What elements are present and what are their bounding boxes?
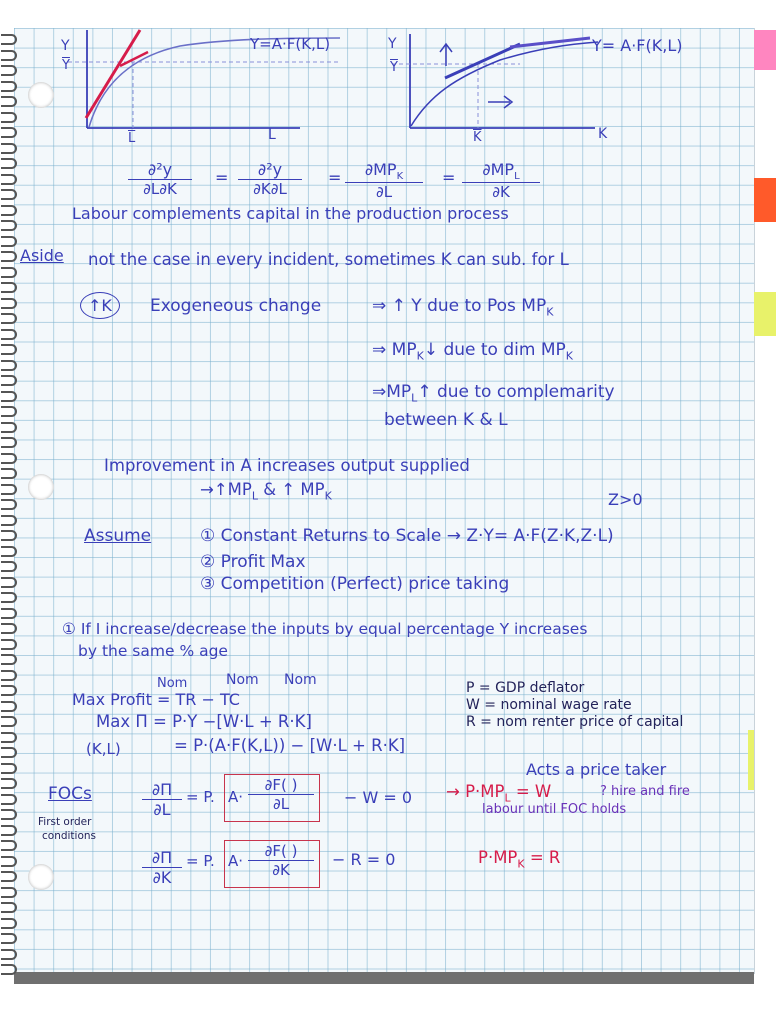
- result-sub: K: [416, 349, 424, 363]
- impr-sub: K: [324, 489, 332, 503]
- impr-text: →↑MP: [200, 480, 252, 499]
- equals-sign: =: [215, 168, 229, 187]
- cross-partial-4: [462, 160, 540, 201]
- frac-denominator: ∂L∂K: [143, 180, 177, 198]
- exogenous-circle: ↑K: [80, 292, 120, 319]
- frac-denominator: ∂K∂L: [253, 180, 287, 198]
- frac-num-text: ∂MP: [364, 160, 397, 179]
- equals-sign: =: [328, 168, 342, 187]
- result-text: ⇒ MP: [372, 340, 417, 360]
- max-profit-line: Max Profit = TR − TC: [72, 690, 240, 709]
- def-w: W = nominal wage rate: [466, 697, 632, 713]
- def-p: P = GDP deflator: [466, 680, 585, 696]
- frac-num-text: ∂MP: [482, 160, 515, 179]
- foc1-rhs: − W = 0: [344, 788, 413, 807]
- right-graph-kbar-label: $\overline{K}$: [473, 130, 482, 145]
- result-sub: L: [504, 791, 511, 805]
- foc1-lhs: [142, 780, 182, 819]
- focs-label: FOCs: [48, 784, 92, 804]
- right-graph-ybar-label: $\overline{Y}$: [390, 60, 398, 75]
- exogenous-result-1: [372, 296, 553, 318]
- z-note: Z>0: [608, 490, 643, 509]
- nom-label-3: Nom: [284, 672, 317, 688]
- frac-numerator: ∂F( ): [248, 842, 314, 861]
- cross-partial-3: [345, 160, 423, 201]
- result-text: ⇒ ↑ Y due to Pos MP: [372, 296, 547, 316]
- result-text: → P·MP: [446, 782, 505, 801]
- impr-mid: & ↑ MP: [257, 480, 325, 499]
- result-sub: L: [411, 391, 418, 405]
- frac-denominator: ∂K: [272, 861, 290, 879]
- right-graph-y-label: Y: [388, 36, 397, 52]
- exogenous-result-3: [372, 382, 615, 404]
- foc1-mid: = P.: [186, 788, 215, 806]
- foc1-note-2: labour until FOC holds: [482, 802, 627, 817]
- foc2-box-frac: [248, 842, 314, 879]
- assume-item-3: ③ Competition (Perfect) price taking: [200, 574, 510, 594]
- frac-numerator: ∂Π: [142, 780, 182, 800]
- cross-partial-2: [238, 160, 302, 198]
- result-rest: ↓ due to dim MP: [423, 340, 566, 360]
- result-rest: ↑ due to complemarity: [417, 382, 615, 402]
- foc1-note-1: ? hire and fire: [600, 784, 690, 799]
- exogenous-result-3-cont: between K & L: [384, 410, 508, 430]
- left-graph-y-label: Y: [61, 38, 70, 54]
- foc2-result: [478, 848, 560, 870]
- frac-denominator: ∂L: [153, 800, 171, 819]
- left-graph-x-label: L: [268, 127, 276, 143]
- foc2-lhs: [142, 848, 182, 887]
- left-graph-ybar-label: $\overline{Y}$: [62, 58, 70, 73]
- foc2-rhs: − R = 0: [332, 850, 396, 869]
- cross-partial-1: [128, 160, 192, 198]
- focs-note-2: conditions: [42, 830, 97, 842]
- focs-note-1: First order: [38, 816, 92, 828]
- right-graph-x-label: K: [598, 126, 608, 142]
- equals-sign: =: [442, 168, 456, 187]
- result-rhs: = W: [510, 782, 552, 801]
- frac-numerator: ∂F( ): [248, 776, 314, 795]
- foc1-box-prefix: A·: [228, 788, 244, 806]
- def-r: R = nom renter price of capital: [466, 714, 684, 730]
- frac-numerator: ∂Π: [142, 848, 182, 868]
- nom-label-1: Nom: [157, 676, 188, 691]
- result-rhs: = R: [524, 848, 561, 867]
- complement-statement: Labour complements capital in the production process: [72, 204, 509, 223]
- foc1-result: [446, 782, 551, 804]
- frac-numerator: ∂²y: [238, 160, 302, 180]
- frac-denominator: ∂L: [272, 795, 290, 813]
- frac-numerator: [462, 160, 540, 183]
- max-pi-args: (K,L): [86, 740, 121, 758]
- foc2-box-prefix: A·: [228, 852, 244, 870]
- frac-denominator: ∂L: [375, 183, 393, 202]
- assume-label: Assume: [84, 526, 152, 546]
- frac-num-sub: K: [396, 171, 404, 183]
- left-graph-curve-label: Y=A·F(K,L): [250, 35, 331, 53]
- frac-numerator: ∂²y: [128, 160, 192, 180]
- crs-note-line-2: by the same % age: [78, 642, 228, 660]
- frac-denominator: ∂K: [152, 868, 172, 887]
- aside-label: Aside: [20, 246, 64, 265]
- foc2-mid: = P.: [186, 852, 215, 870]
- frac-num-sub: L: [514, 171, 520, 183]
- left-graph-lbar-label: $\overline{L}$: [128, 131, 136, 146]
- frac-numerator: [345, 160, 423, 183]
- right-graph-curve-label: Y= A·F(K,L): [592, 36, 683, 55]
- result-text: ⇒MP: [372, 382, 412, 402]
- max-pi-expansion: = P·(A·F(K,L)) − [W·L + R·K]: [174, 736, 406, 755]
- max-pi-line: Max Π = P·Y −[W·L + R·K]: [96, 712, 312, 731]
- result-sub: K: [565, 349, 573, 363]
- improvement-line-2: [200, 480, 332, 502]
- nom-label-2: Nom: [226, 672, 259, 688]
- result-sub: K: [546, 305, 554, 319]
- frac-denominator: ∂K: [492, 183, 510, 202]
- exogenous-text: Exogeneous change: [150, 296, 322, 316]
- result-text: P·MP: [478, 848, 518, 867]
- crs-note-line-1: ① If I increase/decrease the inputs by equal percentage Y increases: [62, 620, 588, 638]
- aside-text: not the case in every incident, sometimes K can sub. for L: [88, 250, 569, 269]
- assume-item-1: ① Constant Returns to Scale → Z·Y= A·F(Z·K,Z·L): [200, 526, 614, 546]
- improvement-line-1: Improvement in A increases output supplied: [104, 456, 470, 475]
- foc1-box-frac: [248, 776, 314, 813]
- impr-sub: L: [251, 489, 258, 503]
- exogenous-result-2: [372, 340, 573, 362]
- assume-item-2: ② Profit Max: [200, 552, 306, 572]
- price-taker-note: Acts a price taker: [526, 760, 667, 779]
- result-sub: K: [517, 857, 525, 871]
